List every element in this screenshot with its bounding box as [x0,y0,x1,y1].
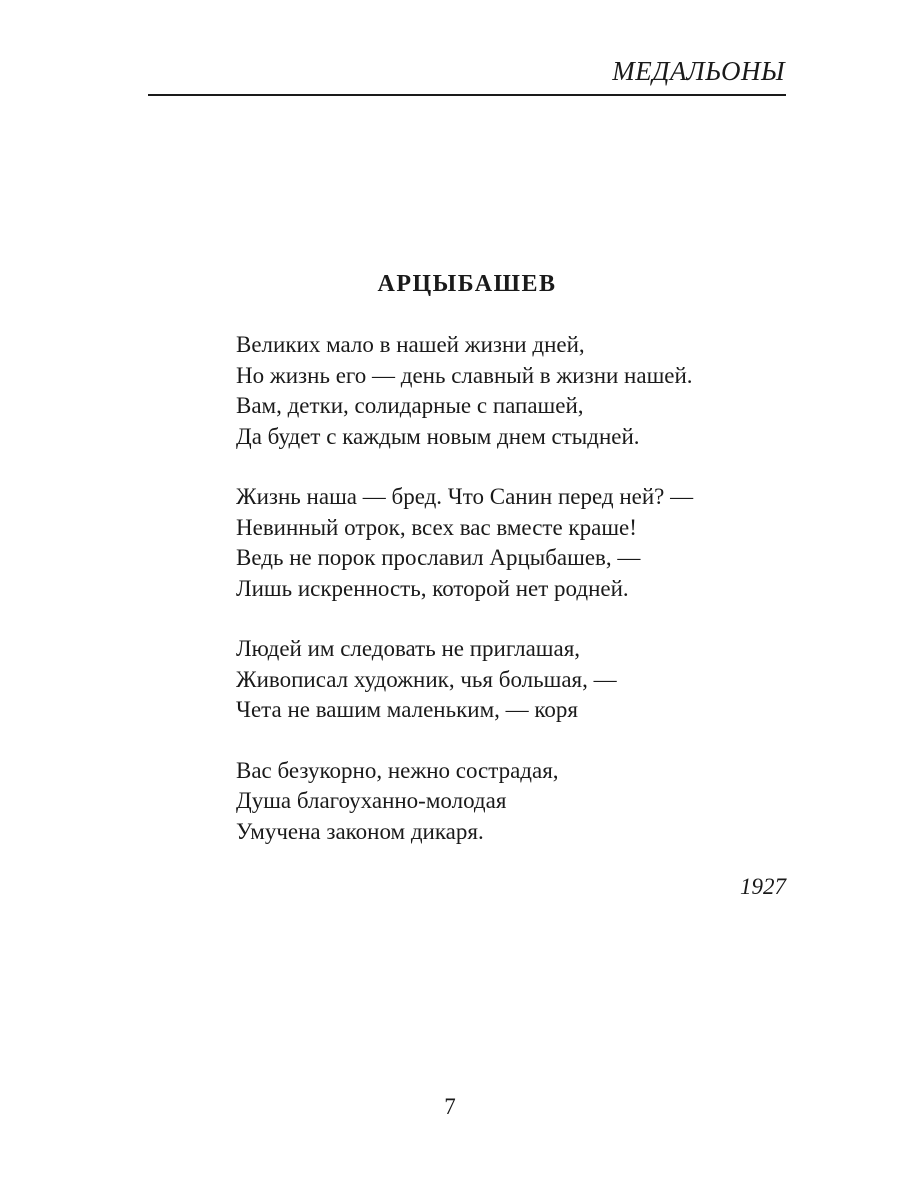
poem-line: Жизнь наша — бред. Что Санин перед ней? — [236,484,694,509]
poem-line: Да будет с каждым новым днем стыдней. [236,423,640,449]
poem-line: Вас безукорно, нежно сострадая, [236,757,559,783]
poem-line: Чета не вашим маленьким, — коря [236,697,578,722]
poem-line: Ведь не порок прославил Арцыбашев, — [236,545,641,570]
running-head-title: МЕДАЛЬОНЫ [612,56,785,86]
poem-line: Душа благоуханно-молодая [236,788,507,813]
poem-line: Лишь искренность, которой нет родней. [236,575,629,601]
header-rule [148,94,786,96]
poem-title: АРЦЫБАШЕВ [377,271,557,297]
page-number: 7 [444,1094,456,1119]
stanza-2 [236,482,693,604]
poem-date: 1927 [740,874,786,899]
poem-line: Умучена законом дикаря. [236,818,484,844]
poem-body [236,330,693,877]
stanza-3 [236,634,693,726]
poem-line: Но жизнь его — день славный в жизни нашей. [236,362,693,388]
poem-line: Вам, детки, солидарные с папашей, [236,393,584,418]
stanza-4 [236,756,693,848]
poem-line: Невинный отрок, всех вас вместе краше! [236,514,637,540]
poem-line: Людей им следовать не приглашая, [236,636,581,661]
poem-line: Великих мало в нашей жизни дней, [236,332,585,357]
poem-line: Живописал художник, чья большая, — [236,666,617,692]
stanza-1 [236,330,693,452]
